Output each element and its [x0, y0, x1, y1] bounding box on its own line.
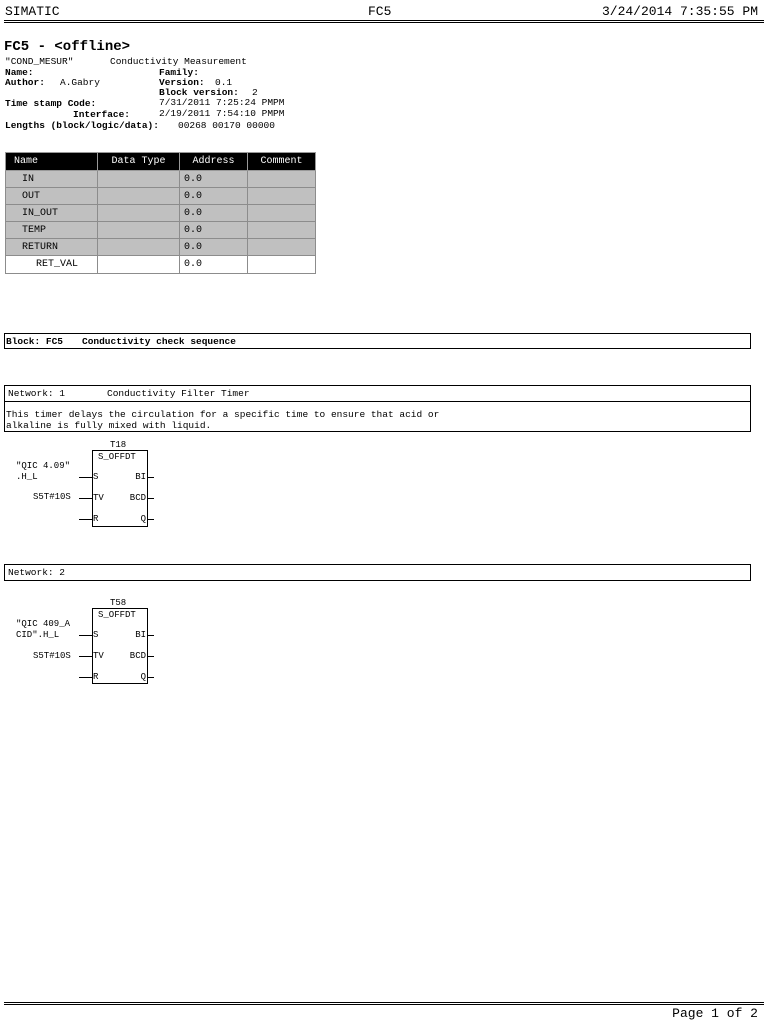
- timer-block-t58: [92, 608, 148, 684]
- block-symbol: "COND_MESUR": [5, 56, 74, 67]
- block-title: FC5 - <offline>: [4, 39, 131, 55]
- timer-type: S_OFFDT: [98, 610, 136, 620]
- column-header-comment: Comment: [248, 153, 316, 171]
- timer-block-t18: [92, 450, 148, 527]
- row-data-type: [98, 239, 180, 256]
- pin-q: Q: [140, 514, 146, 524]
- author-label: Author:: [5, 77, 45, 88]
- header-rule-2: [4, 22, 764, 23]
- interface-label: Interface:: [73, 109, 131, 120]
- pin-bi: BI: [135, 472, 146, 482]
- network-1-comment-line-2: alkaline is fully mixed with liquid.: [6, 420, 212, 431]
- column-header-name: Name: [6, 153, 98, 171]
- wire-bcd: [148, 656, 154, 657]
- wire-q: [148, 677, 154, 678]
- block-version-label: Block version:: [159, 87, 239, 98]
- row-address: 0.0: [180, 205, 248, 222]
- row-comment: [248, 222, 316, 239]
- table-row: [6, 222, 316, 239]
- header-rule: [4, 20, 764, 21]
- operand-tv: S5T#10S: [33, 651, 71, 661]
- row-name: RETURN: [6, 239, 98, 256]
- lengths-label: Lengths (block/logic/data):: [5, 120, 159, 131]
- wire-s: [79, 635, 92, 636]
- row-data-type: [98, 205, 180, 222]
- pin-r: R: [93, 672, 99, 682]
- table-row: [6, 188, 316, 205]
- table-row: [6, 171, 316, 188]
- row-address: 0.0: [180, 256, 248, 274]
- block-header-comment: Conductivity check sequence: [82, 336, 236, 347]
- network-1-label: Network: 1: [8, 388, 66, 399]
- operand-s-line-2: .H_L: [16, 472, 38, 482]
- row-data-type: [98, 188, 180, 205]
- row-comment: [248, 205, 316, 222]
- block-header-label: Block: FC5: [6, 336, 64, 347]
- row-address: 0.0: [180, 239, 248, 256]
- interface-table: [5, 152, 316, 274]
- pin-q: Q: [140, 672, 146, 682]
- wire-tv: [79, 656, 92, 657]
- network-2-label: Network: 2: [8, 567, 66, 578]
- lengths-value: 00268 00170 00000: [178, 120, 275, 131]
- column-header-data-type: Data Type: [98, 153, 180, 171]
- wire-bcd: [148, 498, 154, 499]
- wire-s: [79, 477, 92, 478]
- wire-q: [148, 519, 154, 520]
- table-row: [6, 256, 316, 274]
- row-address: 0.0: [180, 222, 248, 239]
- operand-s-line-1: "QIC 409_A: [16, 619, 71, 629]
- table-row: [6, 205, 316, 222]
- page-number: Page 1 of 2: [672, 1006, 758, 1021]
- column-header-address: Address: [180, 153, 248, 171]
- row-comment: [248, 188, 316, 205]
- wire-bi: [148, 477, 154, 478]
- pin-s: S: [93, 472, 99, 482]
- row-name: TEMP: [6, 222, 98, 239]
- network-1-comment-line-1: This timer delays the circulation for a specific time to ensure that acid or: [6, 409, 440, 420]
- row-comment: [248, 256, 316, 274]
- block-version-value: 2: [252, 87, 258, 98]
- row-name: RET_VAL: [6, 256, 98, 274]
- operand-s-line-2: CID".H_L: [16, 630, 60, 640]
- header-datetime: 3/24/2014 7:35:55 PM: [601, 4, 758, 19]
- network-1-comment-box: [4, 401, 751, 432]
- name-label: Name:: [5, 67, 34, 78]
- interface-table-header: [6, 153, 316, 171]
- operand-tv: S5T#10S: [33, 492, 71, 502]
- row-comment: [248, 171, 316, 188]
- pin-bi: BI: [135, 630, 146, 640]
- pin-bcd: BCD: [129, 493, 146, 503]
- row-data-type: [98, 256, 180, 274]
- wire-r: [79, 519, 92, 520]
- timer-type: S_OFFDT: [98, 452, 136, 462]
- pin-tv: TV: [93, 651, 104, 661]
- block-symbol-comment: Conductivity Measurement: [110, 56, 247, 67]
- version-value: 0.1: [215, 77, 233, 88]
- timestamp-value: 7/31/2011 7:25:24 PMPM: [159, 97, 285, 108]
- timer-instance-t58: T58: [110, 598, 127, 608]
- row-name: IN: [6, 171, 98, 188]
- row-data-type: [98, 171, 180, 188]
- network-2-header: [4, 564, 751, 581]
- row-comment: [248, 239, 316, 256]
- header-block-name: FC5: [368, 4, 392, 19]
- wire-r: [79, 677, 92, 678]
- footer-rule-2: [4, 1004, 764, 1005]
- network-1-title: Conductivity Filter Timer: [107, 388, 250, 399]
- wire-tv: [79, 498, 92, 499]
- row-name: OUT: [6, 188, 98, 205]
- pin-r: R: [93, 514, 99, 524]
- network-1-header: [4, 385, 751, 402]
- author-value: A.Gabry: [60, 77, 100, 88]
- wire-bi: [148, 635, 154, 636]
- version-label: Version:: [159, 77, 205, 88]
- pin-bcd: BCD: [129, 651, 146, 661]
- family-label: Family:: [159, 67, 199, 78]
- pin-s: S: [93, 630, 99, 640]
- header-app-name: SIMATIC: [5, 4, 60, 19]
- footer-rule: [4, 1002, 764, 1003]
- operand-s-line-1: "QIC 4.09": [16, 461, 71, 471]
- table-row: [6, 239, 316, 256]
- row-address: 0.0: [180, 171, 248, 188]
- interface-value: 2/19/2011 7:54:10 PMPM: [159, 108, 285, 119]
- pin-tv: TV: [93, 493, 104, 503]
- timestamp-label: Time stamp Code:: [5, 98, 97, 109]
- timer-instance-t18: T18: [110, 440, 127, 450]
- row-data-type: [98, 222, 180, 239]
- row-name: IN_OUT: [6, 205, 98, 222]
- block-header-box: [4, 333, 751, 349]
- row-address: 0.0: [180, 188, 248, 205]
